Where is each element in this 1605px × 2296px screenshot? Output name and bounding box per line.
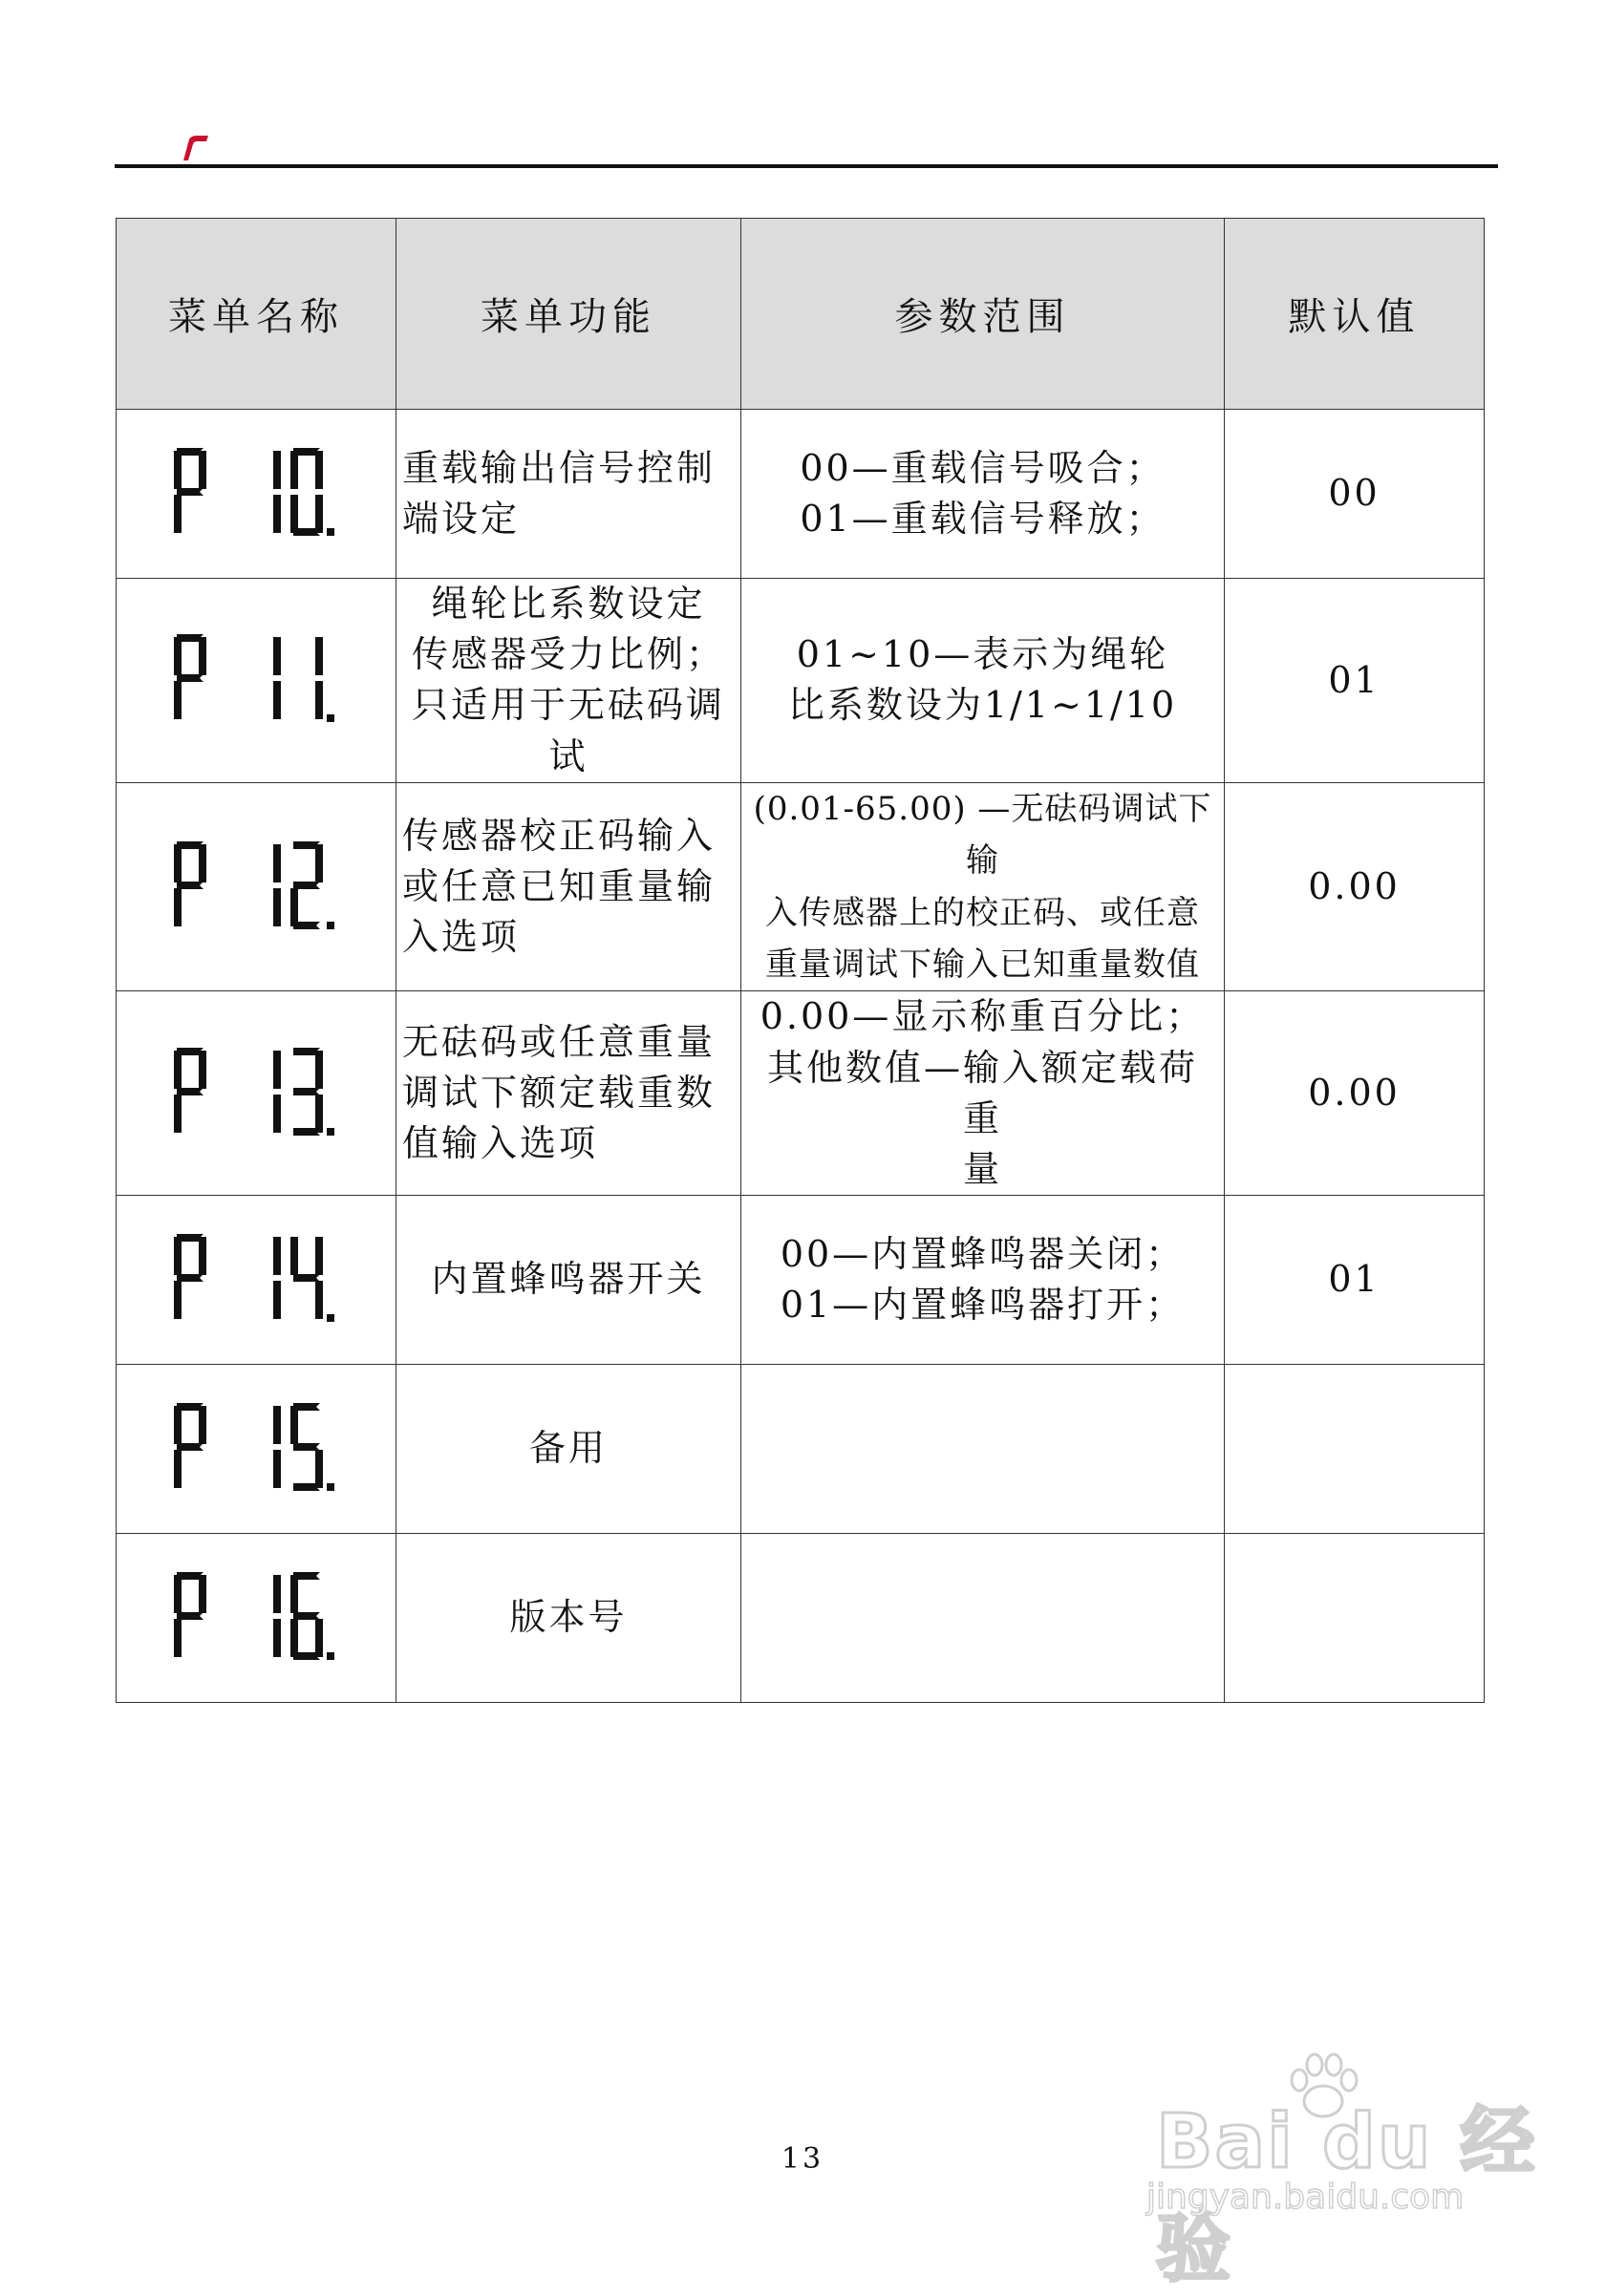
range-line: 00—重载信号吸合；: [800, 446, 1166, 489]
segment: [174, 1237, 182, 1275]
table-row: [117, 579, 1485, 783]
parameter-range-cell: [741, 782, 1225, 991]
function-line: 备用: [528, 1427, 608, 1470]
segment: [174, 888, 182, 926]
range-line: 01—重载信号释放；: [800, 498, 1166, 540]
range-line: (0.01-65.00) —无砝码调试下输: [753, 789, 1212, 881]
segment: [290, 1575, 298, 1613]
table-row: [117, 1196, 1485, 1365]
segment: [293, 882, 320, 889]
function-line: 传感器受力比例；: [411, 633, 725, 676]
default-value-cell: [1225, 1534, 1485, 1703]
segment: [177, 1088, 203, 1095]
watermark-url: jingyan.baidu.com: [1146, 2178, 1465, 2217]
segment: [315, 1237, 323, 1275]
seven-segment-code: [174, 1572, 338, 1664]
segment: [315, 1619, 323, 1657]
segment: [290, 888, 298, 926]
table-row: [117, 410, 1485, 579]
function-line: 调试下额定载重数: [402, 1072, 717, 1115]
segment: [290, 1406, 298, 1444]
segment: [315, 495, 323, 533]
decimal-point: [327, 922, 334, 929]
watermark: [1137, 2044, 1538, 2292]
segment: [177, 674, 203, 682]
segment: [174, 681, 182, 719]
decimal-point: [327, 1483, 334, 1491]
function-line: 入选项: [402, 916, 521, 959]
menu-code-cell: [117, 579, 396, 783]
seven-segment-code: [174, 1048, 338, 1139]
segment: [315, 1051, 323, 1089]
menu-function-cell: [396, 1196, 741, 1365]
segment: [290, 1237, 298, 1275]
table-header-row: [117, 219, 1485, 410]
segment: [199, 844, 206, 882]
parameter-range-cell: [741, 1365, 1225, 1534]
range-line: 入传感器上的校正码、或任意: [765, 893, 1200, 932]
segment: [290, 1619, 298, 1657]
segment: [199, 637, 206, 675]
segment: [293, 1088, 320, 1095]
watermark-brand: Bai du 经验: [1156, 2099, 1537, 2292]
range-line: 01—内置蜂鸣器打开；: [780, 1284, 1186, 1327]
header-menu-function: 菜单功能: [396, 219, 741, 410]
menu-function-cell: [396, 782, 741, 991]
decimal-point: [327, 1128, 334, 1136]
function-line: 绳轮比系数设定: [431, 583, 706, 625]
range-line: 重量调试下输入已知重量数值: [765, 945, 1200, 984]
menu-code-cell: [117, 1196, 396, 1365]
segment: [273, 495, 281, 533]
menu-function-cell: [396, 1534, 741, 1703]
segment: [315, 1450, 323, 1488]
segment: [273, 1575, 281, 1613]
segment: [174, 1575, 182, 1613]
range-line: 00—内置蜂鸣器关闭；: [780, 1232, 1186, 1275]
header-rule: [115, 164, 1498, 168]
seven-segment-code: [174, 634, 338, 726]
menu-function-cell: [396, 991, 741, 1196]
segment: [174, 844, 182, 882]
segment: [273, 451, 281, 489]
segment: [174, 1051, 182, 1089]
menu-code-cell: [117, 991, 396, 1196]
decimal-point: [327, 1652, 334, 1660]
segment: [290, 495, 298, 533]
function-line: 重载输出信号控制: [402, 446, 717, 489]
segment: [273, 681, 281, 719]
table-row: [117, 1365, 1485, 1534]
segment: [199, 1406, 206, 1444]
segment: [177, 488, 203, 496]
default-value-cell: 0.00: [1225, 991, 1485, 1196]
segment: [177, 882, 203, 889]
decimal-point: [327, 1314, 334, 1322]
segment: [174, 1450, 182, 1488]
segment: [199, 1237, 206, 1275]
range-line: 其他数值—输入额定载荷重: [766, 1046, 1198, 1139]
menu-function-cell: [396, 1365, 741, 1534]
range-line: 0.00—显示称重百分比；: [760, 995, 1206, 1038]
segment: [273, 1051, 281, 1089]
segment: [315, 844, 323, 882]
seven-segment-code: [174, 1234, 338, 1326]
parameter-range-cell: [741, 1534, 1225, 1703]
function-line: 只适用于无砝码调试: [411, 684, 725, 777]
segment: [174, 637, 182, 675]
default-value-cell: [1225, 1365, 1485, 1534]
segment: [199, 1575, 206, 1613]
segment: [174, 1281, 182, 1319]
function-line: 内置蜂鸣器开关: [431, 1258, 706, 1301]
segment: [273, 1406, 281, 1444]
default-value-cell: 01: [1225, 1196, 1485, 1365]
range-line: 01~10—表示为绳轮: [796, 633, 1169, 676]
segment: [293, 1443, 320, 1451]
segment: [315, 1281, 323, 1319]
segment: [199, 1051, 206, 1089]
default-value-cell: 0.00: [1225, 782, 1485, 991]
brand-logo-icon: [180, 132, 212, 164]
parameter-range-cell: [741, 579, 1225, 783]
segment: [177, 1612, 203, 1620]
parameter-range-cell: [741, 991, 1225, 1196]
segment: [273, 1450, 281, 1488]
function-line: 版本号: [509, 1596, 628, 1639]
menu-code-cell: [117, 1365, 396, 1534]
table-row: [117, 991, 1485, 1196]
segment: [315, 451, 323, 489]
segment: [177, 1274, 203, 1282]
segment: [273, 844, 281, 882]
menu-code-cell: [117, 410, 396, 579]
seven-segment-code: [174, 841, 338, 933]
segment: [290, 451, 298, 489]
segment: [273, 637, 281, 675]
function-line: 值输入选项: [402, 1122, 599, 1165]
seven-segment-code: [174, 1403, 338, 1495]
function-line: 无砝码或任意重量: [402, 1020, 717, 1063]
table-row: [117, 1534, 1485, 1703]
segment: [174, 451, 182, 489]
menu-code-cell: [117, 782, 396, 991]
menu-function-cell: [396, 579, 741, 783]
header-default-value: 默认值: [1225, 219, 1485, 410]
decimal-point: [327, 714, 334, 722]
range-line: 比系数设为1/1~1/10: [787, 684, 1178, 727]
decimal-point: [327, 528, 334, 536]
segment: [273, 1095, 281, 1133]
segment: [174, 495, 182, 533]
segment: [177, 1443, 203, 1451]
menu-code-cell: [117, 1534, 396, 1703]
default-value-cell: 01: [1225, 579, 1485, 783]
header-parameter-range: 参数范围: [741, 219, 1225, 410]
segment: [315, 637, 323, 675]
parameter-table: [116, 218, 1485, 1703]
segment: [199, 451, 206, 489]
segment: [273, 1619, 281, 1657]
default-value-cell: 00: [1225, 410, 1485, 579]
header-menu-name: 菜单名称: [117, 219, 396, 410]
segment: [293, 1274, 320, 1282]
segment: [315, 1095, 323, 1133]
segment: [315, 681, 323, 719]
function-line: 传感器校正码输入: [402, 814, 717, 857]
table-row: [117, 782, 1485, 991]
segment: [273, 1237, 281, 1275]
segment: [174, 1095, 182, 1133]
segment: [273, 1281, 281, 1319]
range-line: 量: [962, 1147, 1002, 1190]
parameter-range-cell: [741, 410, 1225, 579]
parameter-range-cell: [741, 1196, 1225, 1365]
segment: [174, 1406, 182, 1444]
segment: [273, 888, 281, 926]
page-number: 13: [781, 2142, 824, 2176]
function-line: 或任意已知重量输: [402, 864, 717, 907]
menu-function-cell: [396, 410, 741, 579]
segment: [293, 1612, 320, 1620]
segment: [174, 1619, 182, 1657]
function-line: 端设定: [402, 498, 521, 540]
seven-segment-code: [174, 448, 338, 540]
